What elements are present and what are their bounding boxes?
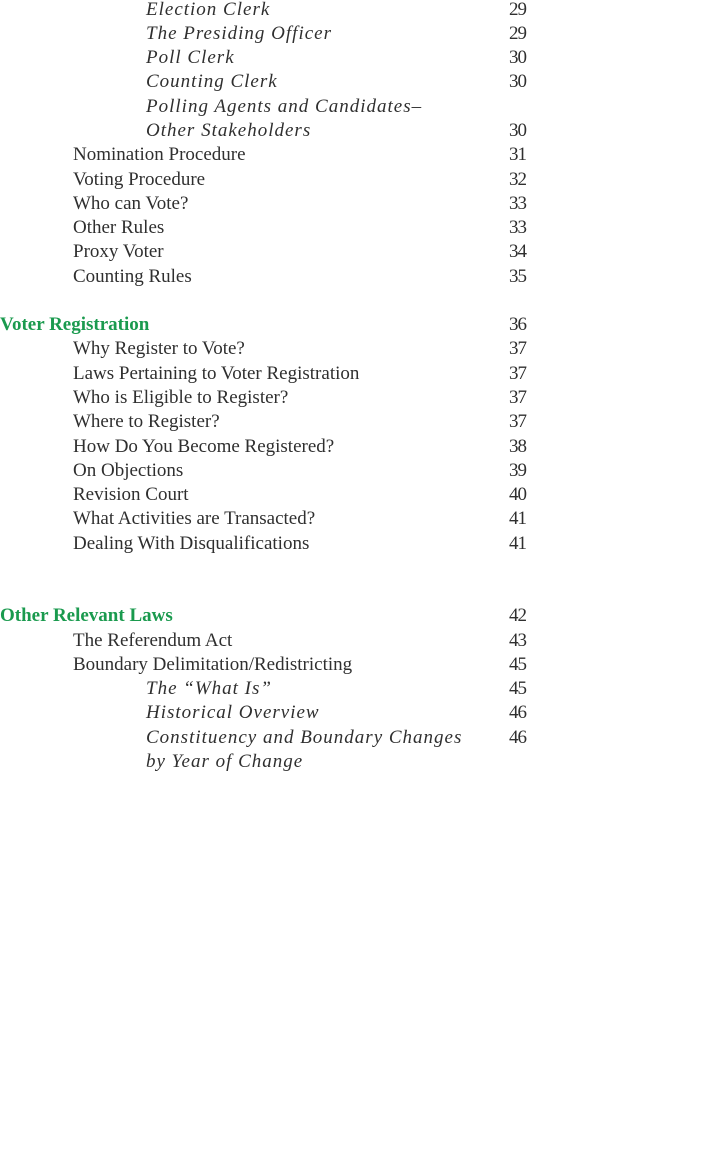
toc-entry	[0, 629, 728, 653]
toc-entry-page: 41	[509, 508, 526, 529]
toc-entry	[0, 337, 728, 361]
toc-entry-page: 40	[509, 484, 526, 505]
toc-entry-page: 37	[509, 387, 526, 408]
toc-entry-page: 31	[509, 144, 526, 165]
toc-entry	[0, 168, 728, 192]
toc-entry	[0, 701, 728, 725]
toc-entry-label: Why Register to Vote?	[73, 338, 245, 359]
section-page: 42	[509, 605, 526, 626]
toc-entry-label: The “What Is”	[146, 678, 272, 699]
toc-entry-label: Counting Clerk	[146, 71, 278, 92]
toc-entry-page: 33	[509, 217, 526, 238]
toc-entry-page: 37	[509, 338, 526, 359]
toc-entry-page: 32	[509, 169, 526, 190]
toc-entry-page: 34	[509, 241, 526, 262]
section-title: Other Relevant Laws	[0, 605, 173, 626]
toc-entry	[0, 143, 728, 167]
toc-entry-label: Dealing With Disqualifications	[73, 533, 310, 554]
toc-entry	[0, 0, 728, 22]
toc-entry-page: 30	[509, 120, 526, 141]
toc-entry-label: Other Rules	[73, 217, 165, 238]
toc-entry	[0, 653, 728, 677]
toc-entry-label: The Presiding Officer	[146, 23, 332, 44]
toc-entry	[0, 192, 728, 216]
toc-entry	[0, 750, 728, 774]
toc-entry-label: Revision Court	[73, 484, 189, 505]
toc-section-heading	[0, 604, 728, 628]
toc-entry-page: 46	[509, 727, 526, 748]
toc-entry-page: 33	[509, 193, 526, 214]
toc-entry-page: 37	[509, 411, 526, 432]
toc-entry-label: Other Stakeholders	[146, 120, 312, 141]
toc-entry	[0, 726, 728, 750]
toc-entry	[0, 22, 728, 46]
toc-entry-page: 45	[509, 678, 526, 699]
toc-entry-page: 30	[509, 47, 526, 68]
toc-entry	[0, 483, 728, 507]
toc-entry-label: Constituency and Boundary Changes	[146, 727, 463, 748]
toc-entry-page: 38	[509, 436, 526, 457]
toc-entry-label: Laws Pertaining to Voter Registration	[73, 363, 360, 384]
toc-entry-page: 45	[509, 654, 526, 675]
toc-entry	[0, 386, 728, 410]
toc-entry	[0, 70, 728, 94]
toc-entry	[0, 435, 728, 459]
section-title: Voter Registration	[0, 314, 150, 335]
toc-entry-label: Where to Register?	[73, 411, 220, 432]
toc-entry	[0, 95, 728, 119]
toc-entry-label: Historical Overview	[146, 702, 320, 723]
toc-entry	[0, 532, 728, 556]
toc-entry-label: Polling Agents and Candidates–	[146, 96, 423, 117]
toc-entry	[0, 265, 728, 289]
toc-entry	[0, 240, 728, 264]
toc-entry-page: 46	[509, 702, 526, 723]
toc-section-heading	[0, 313, 728, 337]
toc-entry-page: 39	[509, 460, 526, 481]
toc-entry-page: 35	[509, 266, 526, 287]
toc-entry	[0, 677, 728, 701]
toc-entry-label: Counting Rules	[73, 266, 192, 287]
toc-entry-label: Voting Procedure	[73, 169, 206, 190]
toc-entry	[0, 216, 728, 240]
toc-entry-page: 37	[509, 363, 526, 384]
toc-entry-label: Poll Clerk	[146, 47, 235, 68]
toc-entry-label: What Activities are Transacted?	[73, 508, 316, 529]
toc-entry	[0, 410, 728, 434]
toc-entry-page: 30	[509, 71, 526, 92]
toc-entry	[0, 362, 728, 386]
toc-entry-label: Who is Eligible to Register?	[73, 387, 289, 408]
toc-entry-page: 29	[509, 23, 526, 44]
toc-entry-label: How Do You Become Registered?	[73, 436, 335, 457]
toc-entry-label: Proxy Voter	[73, 241, 164, 262]
toc-entry-label: by Year of Change	[146, 751, 304, 772]
toc-entry-page: 41	[509, 533, 526, 554]
toc-entry-label: Boundary Delimitation/Redistricting	[73, 654, 353, 675]
toc-entry-label: Who can Vote?	[73, 193, 189, 214]
toc-entry	[0, 459, 728, 483]
section-page: 36	[509, 314, 526, 335]
toc-entry-label: On Objections	[73, 460, 184, 481]
toc-entry-label: The Referendum Act	[73, 630, 233, 651]
toc-entry-label: Nomination Procedure	[73, 144, 246, 165]
toc-entry-page: 43	[509, 630, 526, 651]
toc-entry	[0, 507, 728, 531]
toc-entry	[0, 119, 728, 143]
toc-entry	[0, 46, 728, 70]
toc-entry-label: Election Clerk	[146, 0, 271, 20]
toc-entry-page: 29	[509, 0, 526, 20]
